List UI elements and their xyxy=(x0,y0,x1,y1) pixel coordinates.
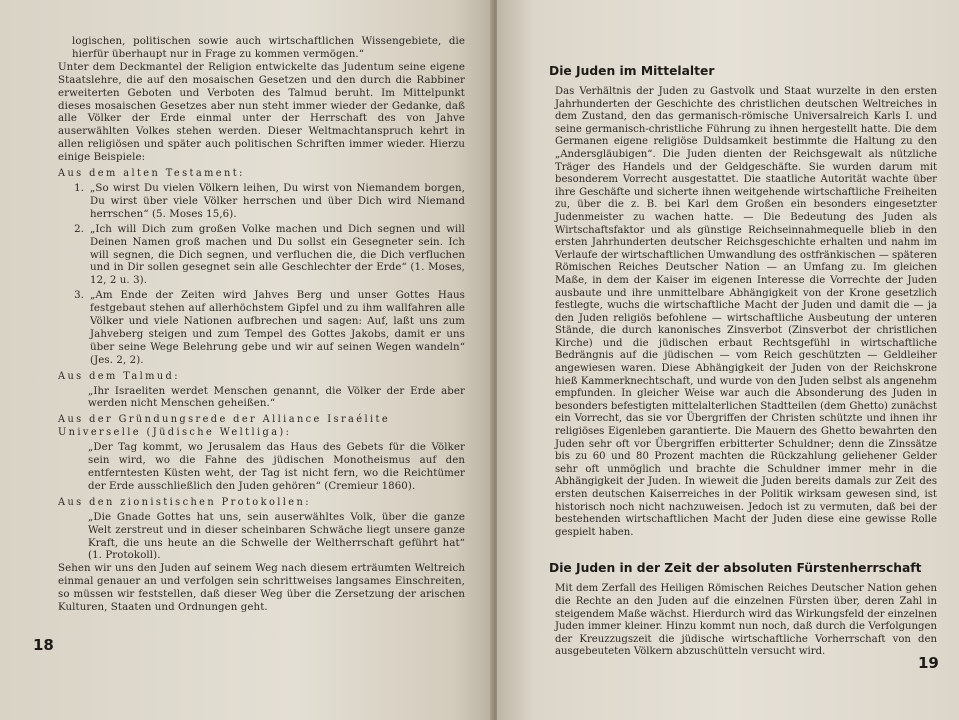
chapter-heading-absolutism: Die Juden in der Zeit der absoluten Fürstenherrschaft xyxy=(549,561,922,576)
item-number: 2. xyxy=(74,223,84,235)
page-number-right: 19 xyxy=(918,654,939,672)
middle-ages-text: Das Verhältnis der Juden zu Gastvolk und Staat wurzelte in den ersten Jahrhunderten der Geschichte des christlichen deutschen Weltreiches in dem Zustand, den das germanisch-römische Universalreich Karls I. und seine germanisch-christliche Führung zu ihnen hergestellt hatte. Die dem Germanen eigene religiöse Duldsamkeit bestimmte die Haltung zu den „Andersgläubigen“. Die Juden dienten der Reichsgewalt als nützliche Träger des Handels und der Geldgeschäfte. Sie wurden darum mit besonderem Vorrecht ausgestattet. Die staatliche Autorität wachte über ihre Geschäfte und sicherte ihnen weitgehende wirtschaftliche Freiheiten zu, über die z. B. bei Karl dem Großen ein besonders eingesetzter Judenmeister zu wachen hatte. — Die Bedeutung des Juden als Wirtschaftsfaktor und als günstige Reichseinnahmequelle blieb in den ersten Jahrhunderten deutscher Reichsgeschichte erhalten und nahm im Verlaufe der wirtschaftlichen Umwandlung des ostfränkischen — späteren Römischen Reiches Deutscher Nation — an Umfang zu. Im gleichen Maße, in dem der Kaiser im eigenen Interesse die Vorrechte der Juden ausbaute und ihre unmittelbare Abhängigkeit von der Krone gesetzlich festlegte, wuchs die wirtschaftliche Macht der Juden und damit die — ja den Juden religiös befohlene — wirtschaftliche Ausbeutung der unteren Stände, die durch kanonisches Zinsverbot (Zinsverbot der christlichen Kirche) und die jüdischen erbaut Rechtsgefühl in wirtschaftliche Bedrängnis auf die jüdischen — vom Reich geschützten — Geldleiher angewiesen waren. Diese Abhängigkeit der Juden von der Reichskrone hieß Kammerknechtschaft, und wurde von den Juden selbst als angenehm empfunden. In gleicher Weise war auch die Absonderung des Juden in besonders befestigten mittelalterlichen Stadtteilen (dem Ghetto) zunächst ein Vorrecht, das sie vor Übergriffen der Christen schützte und ihnen ihr religiöses Eigenleben garantierte. Die Mauern des Ghetto bewahrten den Juden sehr oft vor Übergriffen erbitterter Schuldner; denn die Zinssätze bis zu 60 und 80 Prozent machten die Rückzahlung geliehener Gelder sehr oft unmöglich und brachte die Schuldner immer mehr in die Abhängigkeit der Juden. In wieweit die Juden bereits damals zur Zeit des ersten deutschen Kaiserreiches in der Politik wirksam gewesen sind, ist historisch noch nicht nachzuweisen. Jedoch ist zu vermuten, daß bei der bestehenden wirtschaftlichen Macht der Juden diese eine gewisse Rolle gespielt haben. xyxy=(555,86,937,538)
item-number: 1. xyxy=(74,182,84,194)
item-text: „Am Ende der Zeiten wird Jahves Berg und unser Gottes Haus festgebaut stehen auf allerhöchstem Gipfel und zu ihm wallfahren alle Völker und viele Nationen aufbrechen und sagen: Auf, laßt uns zum Jahveberg steigen und zum Tempel des Gottes Jakobs, damit er uns über seine Wege Belehrung gebe und wir auf seinen Wegen wandeln“ (Jes. 2, 2). xyxy=(90,290,465,366)
protocols-quote: „Die Gnade Gottes hat uns, sein auserwähltes Volk, über die ganze Welt zerstreut und in dieser scheinbaren Schwäche liegt unsere ganze Kraft, die uns heute an die Schwelle der Weltherrschaft geführt hat“ (1. Protokoll). xyxy=(88,511,465,562)
item-text: „Ich will Dich zum großen Volke machen und Dich segnen und will Deinen Namen groß machen und Du sollst ein Gesegneter sein. Ich will segnen, die Dich segnen, und verfluchen die, die Dich verfluchen und in Dir sollen gesegnet sein alle Geschlechter der Erde“ (1. Moses, 12, 2 u. 3). xyxy=(90,223,465,287)
talmud-quote: „Ihr Israeliten werdet Menschen genannt, die Völker der Erde aber werden nicht Menschen geheißen.“ xyxy=(88,385,465,410)
continuation-text: logischen, politischen sowie auch wirtschaftlichen Wissengebiete, die hierfür überhaupt nur in Frage zu kommen vermögen.“ xyxy=(72,36,465,60)
chapter-heading-middle-ages: Die Juden im Mittelalter xyxy=(549,64,715,78)
list-item xyxy=(58,183,465,222)
section-heading-talmud: Aus dem Talmud: xyxy=(58,370,180,382)
section-heading-old-testament: Aus dem alten Testament: xyxy=(58,168,245,180)
absolutism-text: Mit dem Zerfall des Heiligen Römischen Reiches Deutscher Nation gehen die Rechte an den Juden auf die einzelnen Fürsten über, deren Zahl in steigendem Maße wächst. Hierdurch wird das Wirkungsfeld der einzelnen Juden immer kleiner. Hinzu kommt nun noch, daß durch die Verfolgungen der Kreuzzugszeit die jüdische wirtschaftliche Vorherrschaft von den ausgebeuteten Völkern abzuschütteln versucht wird. xyxy=(555,583,937,658)
page-number-left: 18 xyxy=(33,636,54,654)
item-text: „So wirst Du vielen Völkern leihen, Du wirst von Niemandem borgen, Du wirst über viele Völker herrschen und über Dich wird Niemand herrschen“ (5. Moses 15,6). xyxy=(90,182,465,220)
right-page xyxy=(497,0,959,720)
closing-paragraph: Sehen wir uns den Juden auf seinem Weg nach diesem erträumten Weltreich einmal genauer an und verfolgen sein schrittweises langsames Einschreiten, so müssen wir feststellen, daß dieser Weg über die Zersetzung der arischen Kulturen, Staaten und Ordnungen geht. xyxy=(58,563,465,614)
intro-paragraph: Unter dem Deckmantel der Religion entwickelte das Judentum seine eigene Staatslehre, die auf den mosaischen Gesetzen und den durch die Rabbiner erweiterten Geboten und Verboten des Talmud beruht. Im Mittelpunkt dieses mosaischen Gesetzes aber nun steht immer wieder der Gedanke, daß alle Völker der Erde einmal unter der Herrschaft des von Jahve auserwählten Volkes stehen werden. Dieser Weltmachtanspruch kehrt in allen religiösen und später auch politischen Schriften immer wieder. Hierzu einige Beispiele: xyxy=(58,61,465,164)
section-heading-alliance: Aus der Gründungsrede der Alliance Israélite Universelle (Jüdische Weltliga): xyxy=(58,414,391,439)
item-number: 3. xyxy=(74,290,84,302)
list-item xyxy=(58,224,465,289)
alliance-quote: „Der Tag kommt, wo Jerusalem das Haus des Gebets für die Völker sein wird, wo die Fahne des jüdischen Monotheismus auf den entferntesten Küsten weht, der Tag ist nicht fern, wo die Reichtümer der Erde ausschließlich den Juden gehören“ (Cremieur 1860). xyxy=(88,442,465,492)
section-heading-protocols: Aus den zionistischen Protokollen: xyxy=(58,496,311,508)
list-item xyxy=(58,290,465,367)
